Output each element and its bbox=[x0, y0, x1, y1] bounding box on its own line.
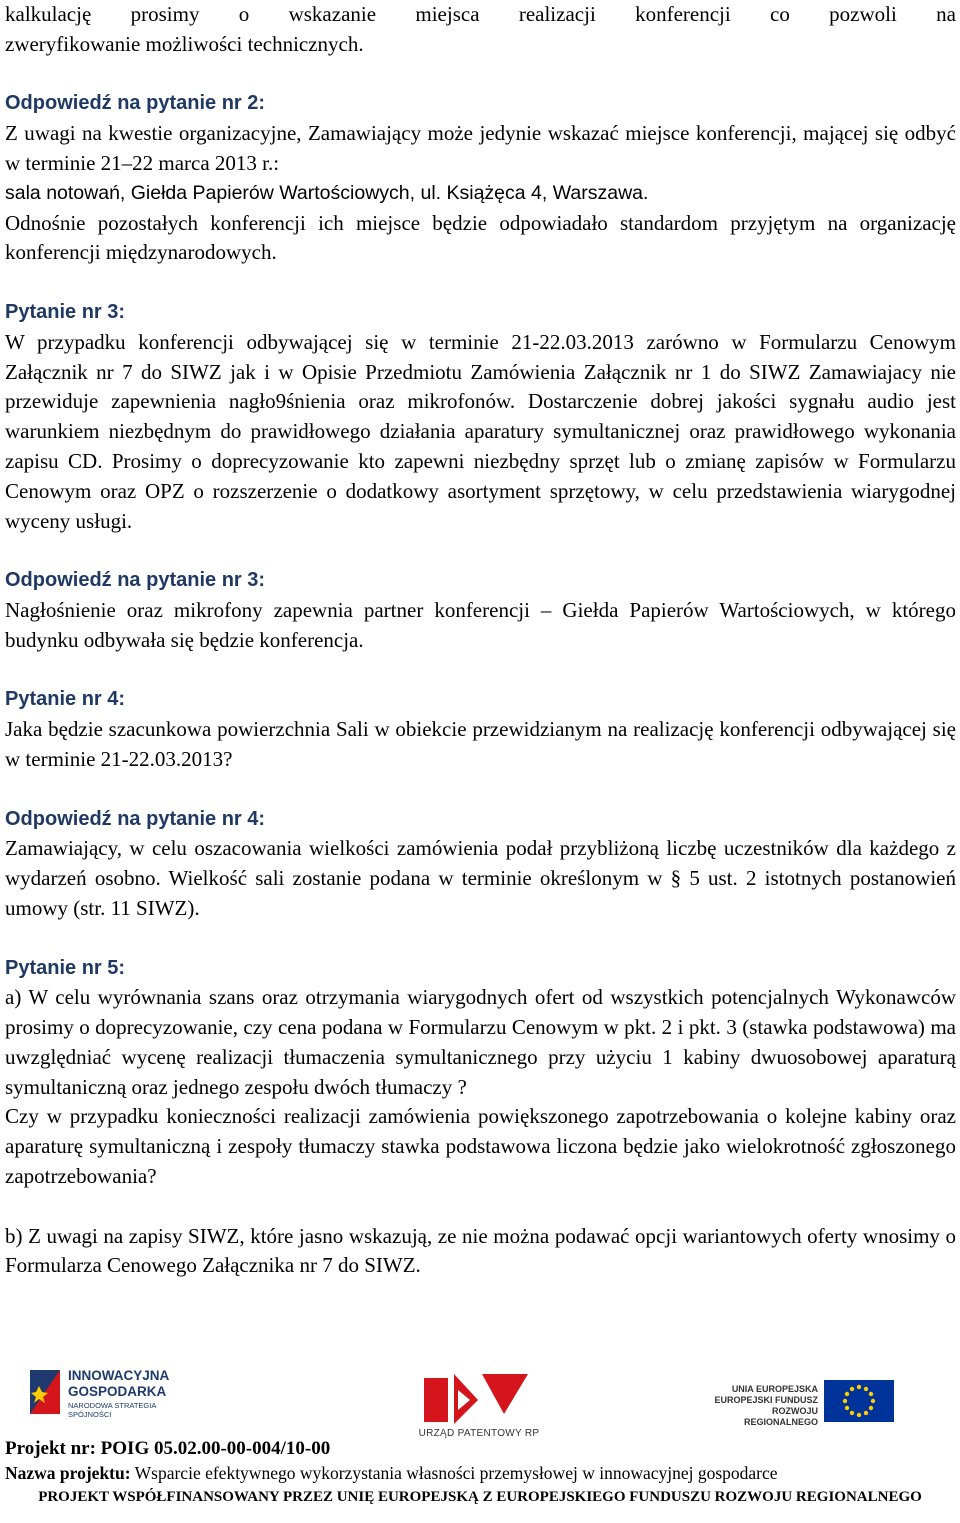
ig-line-2: GOSPODARKA bbox=[68, 1384, 167, 1399]
answer-3-paragraph: Nagłośnienie oraz mikrofony zapewnia partner konferencji – Giełda Papierów Wartościowych, w którego budynku odbywała się będzie konferencja. bbox=[5, 597, 956, 652]
urzad-patentowy-emblem-icon bbox=[418, 1370, 540, 1426]
project-name-value: Wsparcie efektywnego wykorzystania własności przemysłowej w innowacyjnej gospodarce bbox=[130, 1463, 778, 1483]
project-name-label: Nazwa projektu: bbox=[5, 1463, 131, 1483]
question-5-paragraph-b: b) Z uwagi na zapisy SIWZ, które jasno wskazują, ze nie można podawać opcji wariantowych oferty wnosimy o Formularza Cenowego Załącznika nr 7 do SIWZ. bbox=[5, 1223, 956, 1278]
urzad-patentowy-logo bbox=[418, 1370, 540, 1438]
question-5-paragraph-followup: Czy w przypadku konieczności realizacji zamówienia powiększonego zapotrzebowania o kolejne kabiny oraz aparaturę symultaniczną i zespoły tłumaczy stawka podstawowa liczona będzie jako wielokrotność zgłoszonego zapotrzebowania? bbox=[5, 1104, 956, 1189]
question-3-heading: Pytanie nr 3: bbox=[5, 300, 126, 323]
question-5-paragraph-a: a) W celu wyrównania szans oraz otrzymania wiarygodnych ofert od wszystkich potencjalnych Wykonawców prosimy o doprecyzowanie, czy cena podana w Formularzu Cenowym w pkt. 2 i pkt. 3 (stawka podstawowa) ma uwzględniać wycenę realizacji tłumaczenia symultanicznego przy użyciu 1 kabiny dwuosobowej aparaturą symultaniczną oraz jednego zespołu dwóch tłumaczy ? bbox=[5, 985, 956, 1099]
ig-line-3: NARODOWA STRATEGIA SPÓJNOŚCI bbox=[68, 1401, 156, 1419]
urzad-patentowy-label: URZĄD PATENTOWY RP bbox=[418, 1428, 540, 1439]
question-4-paragraph: Jaka będzie szacunkowa powierzchnia Sali w obiekcie przewidzianym na realizację konferencji odbywającej się w terminie 21-22.03.2013? bbox=[5, 717, 956, 771]
innowacyjna-gospodarka-emblem-icon bbox=[28, 1368, 64, 1418]
intro-line-2: zweryfikowanie możliwości technicznych. bbox=[5, 31, 364, 56]
answer-4-heading: Odpowiedź na pytanie nr 4: bbox=[5, 807, 266, 830]
answer-2-heading: Odpowiedź na pytanie nr 2: bbox=[5, 92, 266, 115]
answer-2-paragraph-2: sala notowań, Giełda Papierów Wartościowych, ul. Książęca 4, Warszawa. bbox=[5, 181, 649, 204]
ue-line-2: EUROPEJSKI FUNDUSZ bbox=[714, 1395, 818, 1405]
ue-line-3: ROZWOJU REGIONALNEGO bbox=[743, 1406, 818, 1427]
innowacyjna-gospodarka-logo bbox=[28, 1364, 188, 1424]
answer-3-heading: Odpowiedź na pytanie nr 3: bbox=[5, 569, 266, 592]
footer-logos bbox=[0, 1360, 960, 1440]
answer-4-paragraph: Zamawiający, w celu oszacowania wielkości zamówienia podał przybliżoną liczbę uczestników dla każdego z wydarzeń osobno. Wielkość sali zostanie podana w terminie określonym w § 5 ust. 2 istotnych postanowień umowy (str. 11 SIWZ). bbox=[5, 836, 956, 920]
unia-europejska-logo bbox=[700, 1376, 896, 1427]
document-body bbox=[5, 0, 956, 1281]
project-name bbox=[5, 1463, 778, 1484]
answer-2-paragraph-3: Odnośnie pozostałych konferencji ich miejsce będzie odpowiadało standardom przyjętym na organizację konferencji międzynarodowych. bbox=[5, 210, 956, 265]
intro-line-1: kalkulację prosimy o wskazanie miejsca realizacji konferencji co pozwoli na bbox=[5, 2, 956, 26]
ue-line-1: UNIA EUROPEJSKA bbox=[731, 1384, 818, 1394]
ig-line-1: INNOWACYJNA bbox=[68, 1368, 170, 1383]
project-number: Projekt nr: POIG 05.02.00-00-004/10-00 bbox=[5, 1438, 331, 1459]
question-3-paragraph: W przypadku konferencji odbywającej się w terminie 21-22.03.2013 zarówno w Formularzu Cenowym Załącznik nr 7 do SIWZ jak i w Opisie Przedmiotu Zamówienia Załącznik nr 1 do SIWZ Zamawiajacy nie przewiduje zapewnienia nagło9śnienia oraz mikrofonów. Dostarczenie dobrej jakości sygnału audio jest warunkiem niezbędnym do prawidłowego działania aparatury symultanicznej oraz prawidłowego wykonania zapisu CD. Prosimy o doprecyzowanie kto zapewni niezbędny sprzęt lub o zmianę zapisów w Formularzu Cenowym oraz OPZ o rozszerzenie o dodatkowy asortyment sprzętowy, w celu przedstawienia wiarygodnej wyceny usługi. bbox=[5, 329, 956, 533]
ue-caption bbox=[700, 1384, 818, 1428]
question-5-heading: Pytanie nr 5: bbox=[5, 956, 126, 979]
question-4-heading: Pytanie nr 4: bbox=[5, 688, 126, 711]
answer-2-paragraph-1: Z uwagi na kwestie organizacyjne, Zamawiający może jedynie wskazać miejsce konferencji, mającej się odbyć w terminie 21–22 marca 2013 r.: bbox=[5, 121, 956, 175]
cofinance-note: PROJEKT WSPÓŁFINANSOWANY PRZEZ UNIĘ EUROPEJSKĄ Z EUROPEJSKIEGO FUNDUSZU ROZWOJU REGIONALNEGO bbox=[38, 1489, 922, 1505]
eu-flag-icon bbox=[824, 1380, 894, 1422]
